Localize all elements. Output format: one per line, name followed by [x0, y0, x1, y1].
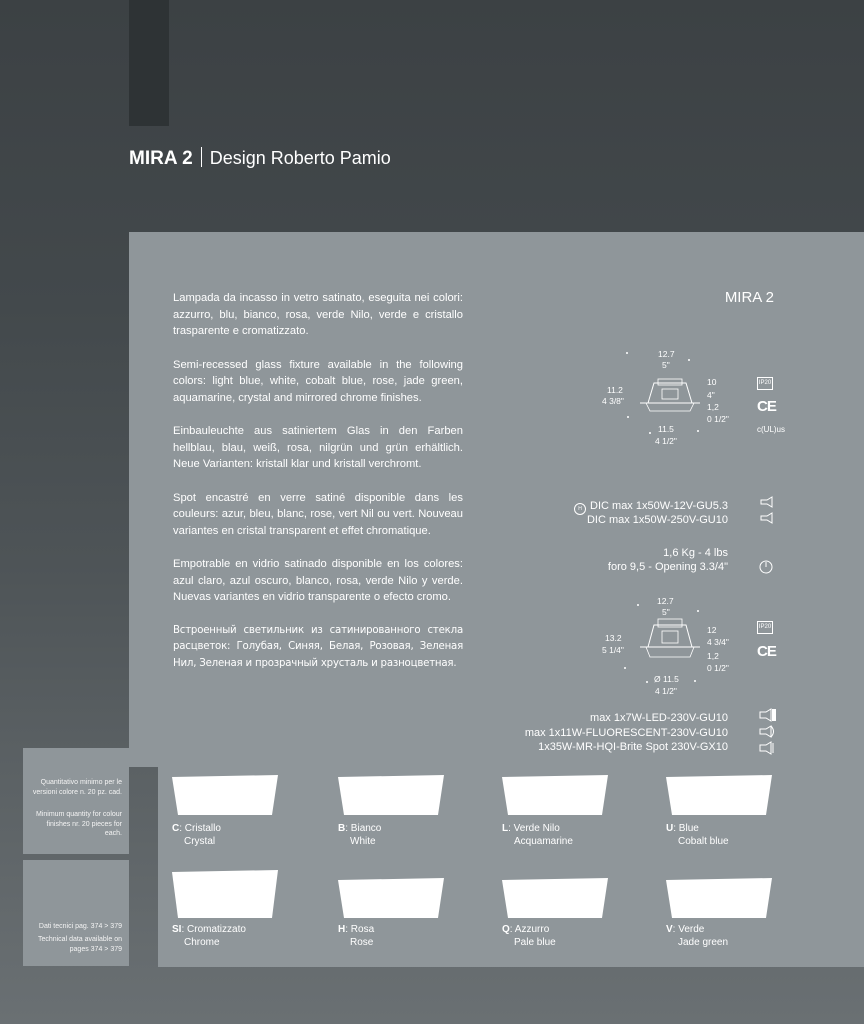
description-de: Einbauleuchte aus satiniertem Glas in den Farben hellblau, blau, weiß, rosa, nilgrün und grün erhältlich. Neue Varianten: kristall klar und kristall verchromt.	[173, 425, 463, 470]
ce-mark: CE	[757, 398, 776, 415]
spec-weight: 1,6 Kg - 4 lbs	[663, 547, 728, 559]
halogen-icon: H	[574, 503, 586, 515]
description-block	[173, 290, 463, 689]
description-fr: Spot encastré en verre satiné disponible dans les couleurs: azur, bleu, blanc, rose, vert Nil ou vert. Nouveau variantes en cristal transparent et effet chromatique.	[173, 491, 463, 537]
fixture-drawing-1	[640, 375, 700, 415]
description-en: Semi-recessed glass fixture available in the following colors: light blue, white, cobalt blue, rose, jade green, aquamarine, crystal and mirrored chrome finishes.	[173, 358, 463, 404]
description-ru: Встроенный светильник из сатинированного стекла расцветок: Голубая, Синяя, Белая, Розовая, Зеленая Нил, Зеленая и прозрачный хрусталь и разноцветная.	[173, 624, 463, 669]
title-separator	[201, 147, 202, 167]
min-quantity-en: Minimum quantity for colour finishes nr. 20 pieces for each.	[36, 811, 122, 837]
dimension-dot	[624, 667, 626, 669]
ce-mark-2: CE	[757, 643, 776, 660]
swatch-label-cobalt-blue: U: Blue Cobalt blue	[666, 823, 729, 847]
dim2-bottom-in: 4 1/2"	[655, 686, 677, 696]
dim2-bottom-cm: Ø 11.5	[654, 674, 679, 684]
swatch-cobalt-blue	[666, 775, 772, 815]
technical-data-it: Dati tecnici pag. 374 > 379	[38, 923, 122, 930]
dim2-right-cm: 12	[707, 625, 717, 635]
dim-top-cm: 12.7	[658, 349, 675, 359]
dimension-dot	[626, 352, 628, 354]
ip20-badge-2: IP20	[757, 621, 773, 634]
dim2-top-in: 5"	[662, 607, 670, 617]
designer-credit: Design Roberto Pamio	[209, 148, 391, 168]
swatch-label-crystal: C: Cristallo Crystal	[172, 823, 221, 847]
dim-right-cm: 10	[707, 377, 717, 387]
swatch-white	[338, 775, 444, 815]
min-quantity-box	[23, 748, 129, 854]
swatch-label-acquamarine: L: Verde Nilo Acquamarine	[502, 823, 573, 847]
swatch-pale-blue	[502, 878, 608, 918]
dimension-dot	[688, 359, 690, 361]
spec-led: max 1x7W-LED-230V-GU10	[590, 712, 728, 724]
swatch-label-chrome: SI: Cromatizzato Chrome	[172, 924, 246, 948]
swatch-jade-green	[666, 878, 772, 918]
spec-dic-12v: H DIC max 1x50W-12V-GU5.3	[574, 499, 728, 515]
dim-right2-in: 0 1/2"	[707, 414, 729, 424]
dimension-dot	[646, 681, 648, 683]
dimension-dot	[649, 432, 651, 434]
dim-right-in: 4"	[707, 390, 715, 400]
dimension-dot	[627, 416, 629, 418]
product-name: MIRA 2	[724, 289, 774, 306]
dim2-right2-cm: 1,2	[707, 651, 719, 661]
technical-data-en: Technical data available on pages 374 > 379	[37, 936, 122, 953]
dim-top-in: 5"	[662, 360, 670, 370]
dim2-right-in: 4 3/4"	[707, 637, 729, 647]
swatch-rose	[338, 878, 444, 918]
dim2-left-in: 5 1/4"	[602, 645, 624, 655]
min-quantity-it: Quantitativo minimo per le versioni colore n. 20 pz. cad.	[32, 779, 122, 796]
model-name: MIRA 2	[129, 148, 193, 169]
dim2-right2-in: 0 1/2"	[707, 663, 729, 673]
lamp-socket-icons-2	[758, 707, 778, 757]
dim-bottom-in: 4 1/2"	[655, 436, 677, 446]
dimension-dot	[637, 604, 639, 606]
dim2-left-cm: 13.2	[605, 633, 622, 643]
swatch-acquamarine	[502, 775, 608, 815]
dimension-dot	[697, 430, 699, 432]
lamp-socket-icons-1	[758, 496, 776, 528]
dim-right2-cm: 1,2	[707, 402, 719, 412]
dim-left-in: 4 3/8"	[602, 396, 624, 406]
swatch-label-pale-blue: Q: Azzurro Pale blue	[502, 924, 556, 948]
dim-bottom-cm: 11.5	[658, 424, 674, 434]
dim2-top-cm: 12.7	[657, 596, 674, 606]
top-accent-bar	[129, 0, 169, 126]
swatch-label-rose: H: Rosa Rose	[338, 924, 375, 948]
spec-fluorescent: max 1x11W-FLUORESCENT-230V-GU10	[524, 727, 728, 739]
dim-left-cm: 11.2	[607, 385, 623, 395]
swatch-chrome	[172, 870, 278, 918]
swatch-label-white: B: Bianco White	[338, 823, 382, 847]
fixture-drawing-2	[640, 617, 700, 663]
spec-dic-250v: DIC max 1x50W-250V-GU10	[586, 514, 728, 526]
ul-mark: c(UL)us	[757, 425, 786, 434]
spec-opening: foro 9,5 - Opening 3.3/4"	[607, 561, 728, 573]
page-title	[129, 147, 391, 170]
swatch-crystal	[172, 775, 278, 815]
description-es: Empotrable en vidrio satinado disponible en los colores: azul claro, azul oscuro, blanco, rosa, verde Nilo y verde. Nuevas variantes en vidrio transparente o efecto cromo.	[173, 558, 463, 603]
opening-icon	[758, 559, 774, 575]
technical-data-box	[23, 860, 129, 966]
spec-hqi: 1x35W-MR-HQI-Brite Spot 230V-GX10	[538, 741, 728, 753]
dimension-dot	[697, 610, 699, 612]
description-it: Lampada da incasso in vetro satinato, eseguita nei colori: azzurro, blu, bianco, rosa, verde Nilo, verde e cristallo trasparente e cromatizzato.	[173, 292, 463, 337]
swatch-label-jade-green: V: Verde Jade green	[666, 924, 729, 948]
ip20-badge: IP20	[757, 377, 773, 390]
dimension-dot	[694, 680, 696, 682]
